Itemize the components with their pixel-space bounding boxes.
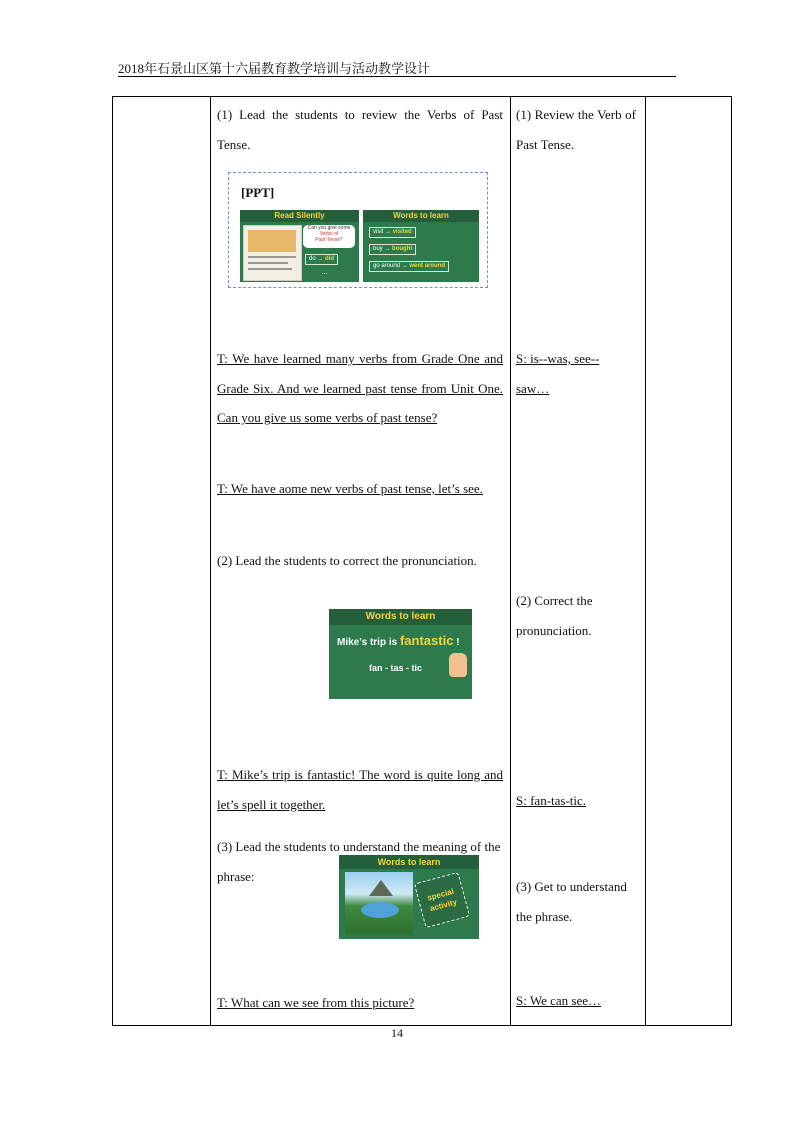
syllables: fan - tas - tic (369, 663, 423, 673)
column-divider (645, 97, 646, 1025)
student-answer-1: S: is--was, see--saw… (516, 351, 600, 396)
verb-pair-go-around: go around → went around (369, 261, 449, 272)
verb-pair-visit: visit → visited (369, 227, 416, 238)
page-header: 2018年石景山区第十六届教育教学培训与活动教学设计 (118, 61, 431, 76)
student-answer-2: S: fan-tas-tic. (516, 793, 587, 808)
thumbs-up-icon (449, 653, 467, 677)
teacher-talk-4: T: What can we see from this picture? (217, 995, 415, 1010)
student-step-1: (1) Review the Verb of Past Tense. (516, 107, 636, 152)
student-answer-3: S: We can see… (516, 993, 601, 1008)
textbook-image (243, 225, 302, 281)
student-step-3: (3) Get to understand the phrase. (516, 879, 627, 924)
verb-pair-buy: buy → bought (369, 244, 416, 255)
slide-special-activity (339, 855, 479, 939)
student-step-2: (2) Correct the pronunciation. (516, 593, 593, 638)
starburst-badge: special activity (414, 872, 470, 928)
slide-title: Read Silently (240, 210, 359, 222)
teacher-talk-3: T: Mike’s trip is fantastic! The word is quite long and let’s spell it together. (217, 767, 503, 812)
teacher-step-1: (1) Lead the students to review the Verbs of Past Tense. (217, 107, 503, 152)
fantastic-sentence: Mike's trip is fantastic ! (337, 633, 460, 648)
ppt-label: [PPT] (241, 185, 275, 200)
slide-fantastic (329, 609, 472, 699)
page-number: 14 (391, 1026, 403, 1040)
scenery-image (345, 872, 413, 934)
ppt-box-1 (228, 172, 488, 288)
slide-words-to-learn (363, 210, 479, 282)
ellipsis: ... (322, 268, 328, 276)
verb-pair-do-did: do → did (305, 254, 338, 265)
teacher-step-3: (3) Lead the students to understand the meaning of the phrase: (217, 839, 501, 884)
column-divider (210, 97, 211, 1025)
slide-title: Words to learn (329, 609, 472, 625)
question-bubble: Can you give some Verbs of Past Tense? (303, 225, 355, 248)
teacher-step-2: (2) Lead the students to correct the pronunciation. (217, 553, 477, 568)
column-divider (510, 97, 511, 1025)
slide-title: Words to learn (363, 210, 479, 222)
slide-title: Words to learn (339, 855, 479, 869)
teacher-talk-2: T: We have aome new verbs of past tense, let’s see. (217, 481, 483, 496)
teacher-talk-1: T: We have learned many verbs from Grade One and Grade Six. And we learned past tense from Unit One. Can you give us some verbs of past tense? (217, 351, 503, 425)
slide-read-silently (240, 210, 359, 282)
header-rule (118, 76, 676, 77)
